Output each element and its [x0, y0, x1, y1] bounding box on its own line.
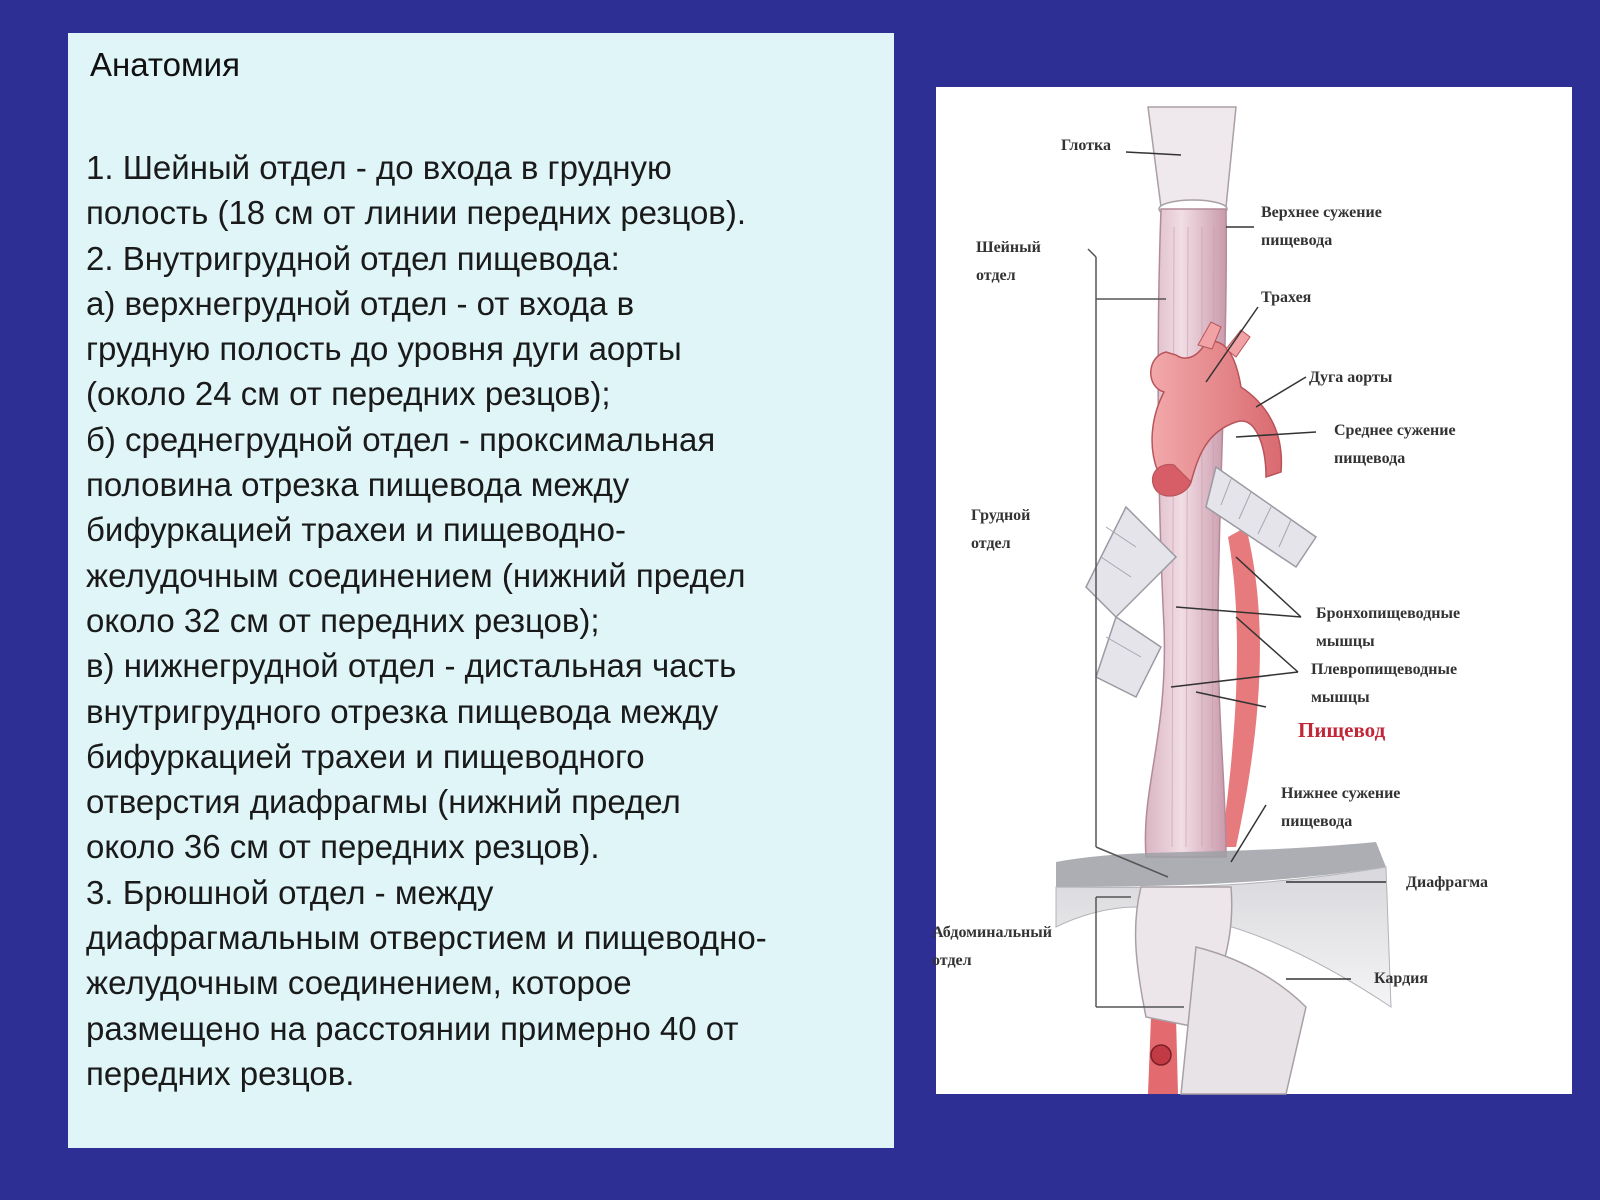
text-line: размещено на расстоянии примерно 40 от	[86, 1009, 739, 1047]
pharynx-shape	[1148, 107, 1236, 207]
text-line: 3. Брюшной отдел - между	[86, 873, 494, 911]
label-cervical-2: отдел	[976, 267, 1016, 284]
text-line: передних резцов.	[86, 1054, 355, 1092]
label-bronchoesophageal-2: мышцы	[1316, 633, 1375, 650]
label-esophagus: Пищевод	[1298, 718, 1386, 742]
anatomy-figure	[932, 87, 1572, 1094]
text-line: отверстия диафрагмы (нижний предел	[86, 783, 681, 821]
text-line: бифуркацией трахеи и пищеводно-	[86, 511, 626, 549]
text-line: диафрагмальным отверстием и пищеводно-	[86, 919, 767, 957]
text-line: около 32 см от передних резцов);	[86, 601, 600, 639]
slide-heading: Анатомия	[90, 46, 240, 83]
label-cervical: Шейный	[976, 239, 1041, 256]
label-lower-narrowing: Нижнее сужение	[1281, 785, 1401, 802]
text-line: в) нижнегрудной отдел - дистальная часть	[86, 647, 737, 685]
text-line: внутригрудного отрезка пищевода между	[86, 692, 719, 730]
text-line: 1. Шейный отдел - до входа в грудную	[86, 149, 672, 186]
stomach-cardia	[1181, 947, 1306, 1094]
label-pleuroesophageal: Плевропищеводные	[1311, 661, 1458, 678]
label-upper-narrowing: Верхнее сужение	[1261, 204, 1382, 221]
label-middle-narrowing: Среднее сужение	[1334, 422, 1456, 439]
label-lower-narrowing-2: пищевода	[1281, 813, 1353, 830]
label-cardia: Кардия	[1374, 970, 1429, 987]
label-aortic-arch: Дуга аорты	[1309, 369, 1393, 386]
label-abdominal-2: отдел	[932, 952, 972, 969]
label-thoracic-2: отдел	[971, 535, 1011, 552]
esophagus-illustration	[932, 87, 1572, 1094]
text-line: 2. Внутригрудной отдел пищевода:	[86, 239, 620, 277]
label-abdominal: Абдоминальный	[932, 924, 1052, 941]
text-line: бифуркацией трахеи и пищеводного	[86, 737, 645, 775]
text-line: желудочным соединением (нижний предел	[86, 556, 746, 594]
label-thoracic: Грудной	[971, 507, 1031, 524]
text-panel	[68, 33, 894, 1148]
text-line: (около 24 см от передних резцов);	[86, 375, 611, 413]
text-line: а) верхнегрудной отдел - от входа в	[86, 284, 635, 322]
text-line: половина отрезка пищевода между	[86, 466, 630, 504]
label-diaphragm: Диафрагма	[1406, 874, 1489, 891]
slide-body	[86, 145, 874, 1096]
text-line: около 36 см от передних резцов).	[86, 828, 600, 866]
text-line: желудочным соединением, которое	[86, 964, 632, 1002]
text-line: полость (18 см от линии передних резцов).	[86, 194, 746, 232]
descending-aorta	[1221, 527, 1260, 847]
label-upper-narrowing-2: пищевода	[1261, 232, 1333, 249]
label-pharynx: Глотка	[1061, 137, 1111, 154]
text-line: грудную полость до уровня дуги аорты	[86, 330, 682, 368]
text-line: б) среднегрудной отдел - проксимальная	[86, 420, 716, 458]
label-trachea: Трахея	[1261, 289, 1312, 306]
label-middle-narrowing-2: пищевода	[1334, 450, 1406, 467]
label-pleuroesophageal-2: мышцы	[1311, 689, 1370, 706]
label-bronchoesophageal: Бронхопищеводные	[1316, 605, 1461, 622]
